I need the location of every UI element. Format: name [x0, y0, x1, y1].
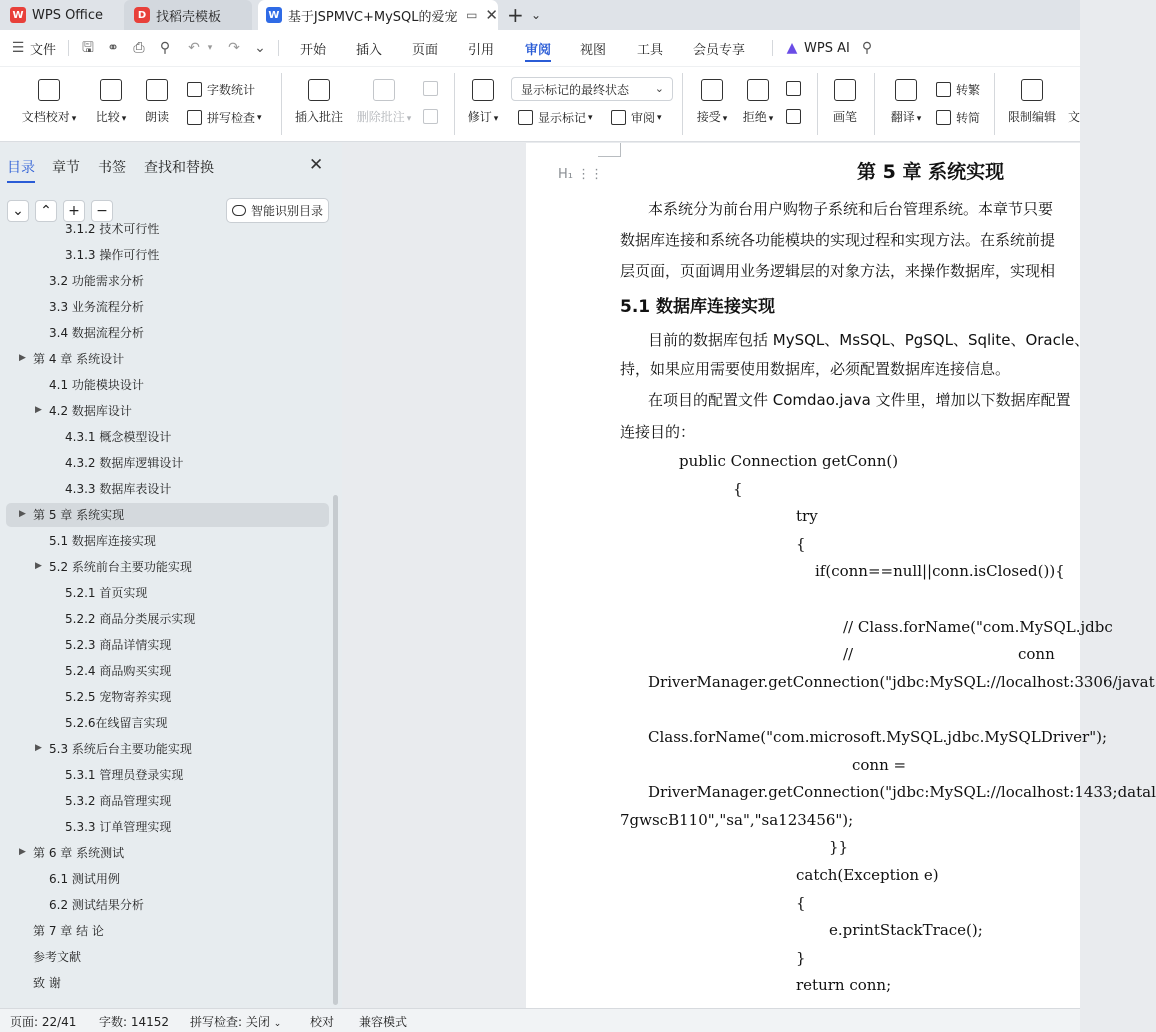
redo-icon[interactable]: ↷	[228, 40, 240, 56]
code-line: conn	[1018, 645, 1055, 663]
compare-button[interactable]: 比较 ▾	[90, 67, 132, 125]
tab-bookmarks[interactable]: 书签	[98, 160, 126, 176]
chevron-down-icon: ⌄	[654, 82, 664, 95]
to-simplified-label: 转简	[956, 111, 981, 125]
crop-mark	[598, 156, 621, 157]
toc-item[interactable]: 5.3 系统后台主要功能实现	[49, 742, 192, 756]
show-markup-label: 显示标记	[538, 111, 587, 125]
ink-label: 画笔	[832, 110, 857, 124]
code-line: Class.forName("com.microsoft.MySQL.jdbc.MySQLDriver");	[648, 728, 1108, 746]
tab-document[interactable]	[258, 0, 498, 30]
more-ribbon-label: 文	[1067, 110, 1080, 124]
paragraph-line: 本系统分为前台用户购物子系统和后台管理系统。本章节只要	[648, 200, 1054, 218]
print-preview-icon[interactable]: ⚲	[159, 40, 171, 56]
toc-item[interactable]: 4.3.2 数据库逻辑设计	[65, 456, 184, 470]
collapse-all-icon[interactable]: ⌄	[7, 200, 29, 222]
new-tab-icon[interactable]: +	[507, 3, 524, 27]
tab-wps-office[interactable]	[10, 0, 118, 30]
save-icon[interactable]: 🖫	[82, 40, 94, 56]
code-line: }	[796, 949, 806, 967]
paragraph-line: 数据库连接和系统各功能模块的实现过程和实现方法。在系统前提	[620, 231, 1056, 249]
toc-item[interactable]: 5.3.1 管理员登录实现	[65, 768, 184, 782]
insert-comment-icon	[308, 79, 330, 101]
restrict-edit-button[interactable]	[1006, 67, 1058, 125]
separator	[682, 73, 683, 135]
toc-item[interactable]: 3.3 业务流程分析	[49, 300, 144, 314]
previous-change-icon[interactable]	[786, 81, 806, 96]
word-count-indicator[interactable]: 字数: 14152	[99, 1015, 170, 1029]
review-ribbon	[0, 66, 1080, 142]
insert-comment-button[interactable]	[293, 67, 345, 125]
menu-member[interactable]: 会员专享	[693, 42, 746, 58]
code-line: try	[796, 507, 818, 525]
code-line: {	[796, 535, 806, 553]
toc-item[interactable]: 5.3.3 订单管理实现	[65, 820, 172, 834]
toc-item[interactable]: 5.2.2 商品分类展示实现	[65, 612, 196, 626]
tab-template[interactable]	[124, 0, 252, 30]
page-indicator[interactable]: 页面: 22/41	[10, 1015, 77, 1029]
docer-logo-icon: D	[134, 7, 150, 23]
tab-document-label: 基于JSPMVC+MySQL的爱宠	[287, 9, 458, 25]
expand-up-icon[interactable]: ⌃	[35, 200, 57, 222]
paragraph-line: 持，如果应用需要使用数据库，必须配置数据库连接信息。	[620, 360, 1011, 378]
toc-item[interactable]: 3.1.3 操作可行性	[65, 248, 160, 262]
compare-label: 比较	[95, 110, 120, 124]
doc-proof-label: 文档校对	[21, 110, 70, 124]
spell-check-status[interactable]	[190, 1013, 281, 1030]
smart-toc-button[interactable]	[226, 198, 329, 223]
chapter-title: 第 5 章 系统实现	[857, 161, 1005, 183]
crop-mark	[620, 143, 621, 157]
translate-icon	[895, 79, 917, 101]
toc-item[interactable]: 4.2 数据库设计	[49, 404, 132, 418]
monitor-icon[interactable]: ▭	[466, 8, 478, 22]
navigation-pane	[0, 143, 342, 1008]
code-line: if(conn==null||conn.isClosed()){	[815, 562, 1065, 580]
code-line: 7gwscB110","sa","sa123456");	[620, 811, 854, 829]
insert-comment-label: 插入批注	[294, 110, 343, 124]
smart-toc-icon	[232, 205, 246, 216]
separator	[994, 73, 995, 135]
delete-comment-button[interactable]: 删除批注 ▾	[354, 67, 414, 125]
to-traditional-button[interactable]	[936, 81, 980, 98]
simplified-icon	[936, 110, 951, 125]
read-aloud-label: 朗读	[144, 110, 169, 124]
code-line: return conn;	[796, 976, 892, 994]
nav-tabs	[0, 143, 342, 191]
doc-proof-button[interactable]: 文档校对 ▾	[20, 67, 78, 125]
toc-item[interactable]: 3.4 数据流程分析	[49, 326, 144, 340]
hamburger-icon[interactable]: ☰	[11, 40, 25, 56]
compat-mode-status: 兼容模式	[359, 1015, 408, 1029]
document-page[interactable]	[526, 143, 1156, 1008]
separator	[278, 40, 279, 56]
toc-item[interactable]: 4.3.1 概念模型设计	[65, 430, 172, 444]
tab-toc[interactable]: 目录	[7, 157, 35, 177]
toc-item[interactable]: 3.2 功能需求分析	[49, 274, 144, 288]
search-icon[interactable]: ⚲	[861, 40, 873, 56]
expand-arrow-icon[interactable]: ▶	[35, 561, 42, 571]
separator	[281, 73, 282, 135]
menu-bar	[0, 30, 1080, 66]
expand-arrow-icon[interactable]: ▶	[35, 743, 42, 753]
chevron-down-icon: ⌄	[273, 1019, 282, 1029]
toc-item[interactable]: 5.2 系统前台主要功能实现	[49, 560, 192, 574]
undo-dropdown-icon[interactable]: ▾	[207, 43, 213, 53]
separator	[68, 40, 69, 56]
writer-doc-icon: W	[266, 7, 282, 23]
paragraph-line: 层页面，页面调用业务逻辑层的对象方法，来操作数据库，实现相	[620, 262, 1056, 280]
menu-insert[interactable]: 插入	[356, 42, 383, 58]
show-markup-button[interactable]: 显示标记 ▾	[518, 109, 593, 126]
title-tab-bar	[0, 0, 1080, 30]
markup-mode-value: 显示标记的最终状态	[521, 82, 630, 97]
toc-scrollbar[interactable]	[333, 495, 338, 1005]
expand-arrow-icon[interactable]: ▶	[19, 353, 26, 363]
code-line: DriverManager.getConnection("jdbc:MySQL://localhost:1433;datal	[648, 783, 1156, 801]
toc-item[interactable]: 4.3.3 数据库表设计	[65, 482, 172, 496]
word-count-label: 字数统计	[207, 83, 256, 97]
toc-item[interactable]: 6.2 测试结果分析	[49, 898, 144, 912]
next-comment-icon[interactable]	[423, 109, 443, 124]
previous-comment-icon[interactable]	[423, 81, 443, 96]
toc-item[interactable]: 5.2.6在线留言实现	[65, 716, 168, 730]
paragraph-line: 目前的数据库包括 MySQL、MsSQL、PgSQL、Sqlite、Oracle、	[648, 331, 1090, 349]
status-bar	[0, 1008, 1080, 1032]
track-changes-button[interactable]: 修订 ▾	[464, 67, 502, 125]
code-line: e.printStackTrace();	[829, 921, 983, 939]
spell-check-icon	[187, 110, 202, 125]
toc-item[interactable]: 6.1 测试用例	[49, 872, 120, 886]
print-icon[interactable]: ⎙	[133, 40, 145, 56]
separator	[454, 73, 455, 135]
undo-icon[interactable]: ↶	[188, 40, 200, 56]
toc-item[interactable]: 致 谢	[33, 976, 61, 990]
toc-item[interactable]: 5.1 数据库连接实现	[49, 534, 156, 548]
code-line: //	[843, 645, 854, 663]
drag-grip-icon[interactable]: ⋮⋮	[577, 167, 604, 182]
accept-button[interactable]: 接受 ▾	[693, 67, 731, 125]
next-change-icon[interactable]	[786, 109, 806, 124]
more-ribbon-button[interactable]	[1064, 67, 1084, 125]
word-count-icon	[187, 82, 202, 97]
delete-comment-label: 删除批注	[356, 110, 405, 124]
menu-start[interactable]: 开始	[300, 42, 327, 58]
spell-check-button[interactable]: 拼写检查 ▾	[187, 109, 262, 126]
tab-find-replace[interactable]: 查找和替换	[144, 160, 214, 176]
separator	[772, 40, 773, 56]
ink-button[interactable]	[830, 67, 860, 125]
markup-mode-select[interactable]	[511, 77, 673, 101]
tab-template-label: 找稻壳模板	[156, 9, 222, 25]
review-pane-label: 审阅	[631, 111, 656, 125]
spell-check-label: 拼写检查	[207, 111, 256, 125]
quick-access-more-icon[interactable]: ⌄	[254, 40, 266, 56]
menu-review[interactable]: 审阅	[525, 30, 551, 66]
section-title: 5.1 数据库连接实现	[620, 297, 776, 317]
expand-arrow-icon[interactable]: ▶	[35, 405, 42, 415]
toc-item[interactable]: 5.2.3 商品详情实现	[65, 638, 172, 652]
review-pane-button[interactable]: 审阅 ▾	[611, 109, 662, 126]
add-heading-icon[interactable]: +	[63, 200, 85, 222]
accept-label: 接受	[696, 110, 721, 124]
toc-item[interactable]: 5.2.5 宠物寄养实现	[65, 690, 172, 704]
heading-drag-handle[interactable]	[558, 167, 603, 182]
traditional-icon	[936, 82, 951, 97]
file-menu[interactable]: 文件	[30, 42, 57, 58]
close-pane-icon[interactable]: ✕	[309, 155, 324, 175]
tab-sections[interactable]: 章节	[52, 160, 80, 176]
toc-item-selected[interactable]: 第 5 章 系统实现	[6, 503, 329, 527]
show-markup-icon	[518, 110, 533, 125]
code-line: public Connection getConn()	[679, 452, 899, 470]
menu-view[interactable]: 视图	[580, 42, 607, 58]
paragraph-line: 连接目的：	[620, 423, 696, 441]
expand-arrow-icon[interactable]: ▶	[19, 847, 26, 857]
accept-icon	[701, 79, 723, 101]
code-line: }}	[829, 838, 849, 856]
translate-label: 翻译	[890, 110, 915, 124]
reject-label: 拒绝	[742, 110, 767, 124]
wps-ai-button[interactable]: WPS AI	[804, 40, 850, 56]
word-count-button[interactable]	[187, 81, 255, 98]
toc-item[interactable]: 参考文献	[33, 950, 82, 964]
read-aloud-icon	[146, 79, 168, 101]
read-aloud-button[interactable]	[140, 67, 174, 125]
heading-level-icon: H₁	[558, 167, 573, 182]
menu-page[interactable]: 页面	[412, 42, 439, 58]
toc-item[interactable]: 第 7 章 结 论	[33, 924, 104, 938]
wps-logo-icon: W	[10, 7, 26, 23]
expand-arrow-icon[interactable]: ▶	[19, 509, 26, 519]
translate-button[interactable]: 翻译 ▾	[886, 67, 926, 125]
toc-item[interactable]: 3.1.2 技术可行性	[65, 222, 160, 236]
review-pane-icon	[611, 110, 626, 125]
code-line: // Class.forName("com.MySQL.jdbc	[843, 618, 1113, 636]
toc-item[interactable]: 5.2.1 首页实现	[65, 586, 148, 600]
code-line: {	[796, 894, 806, 912]
pen-icon	[834, 79, 856, 101]
code-line: catch(Exception e)	[796, 866, 939, 884]
tab-wps-office-label: WPS Office	[32, 7, 104, 23]
smart-toc-label: 智能识别目录	[250, 204, 323, 218]
toc-item[interactable]: 4.1 功能模块设计	[49, 378, 144, 392]
paragraph-line: 在项目的配置文件 Comdao.java 文件里，增加以下数据库配置	[648, 391, 1071, 409]
spell-check-status-label: 拼写检查: 关闭	[190, 1015, 270, 1029]
restrict-edit-label: 限制编辑	[1007, 110, 1056, 124]
share-icon[interactable]: ⚭	[107, 40, 119, 56]
delete-comment-icon	[373, 79, 395, 101]
toc-list	[0, 222, 334, 1008]
tab-list-chevron-icon[interactable]: ⌄	[531, 8, 542, 22]
track-changes-label: 修订	[467, 110, 492, 124]
close-tab-icon[interactable]: ✕	[485, 6, 498, 24]
menu-references[interactable]: 引用	[468, 42, 495, 58]
code-line: {	[733, 480, 743, 498]
toc-item[interactable]: 第 6 章 系统测试	[33, 846, 125, 860]
separator	[817, 73, 818, 135]
track-changes-icon	[472, 79, 494, 101]
reject-icon	[747, 79, 769, 101]
toc-item[interactable]: 5.2.4 商品购买实现	[65, 664, 172, 678]
separator	[874, 73, 875, 135]
menu-tools[interactable]: 工具	[637, 42, 664, 58]
proofread-status[interactable]: 校对	[310, 1015, 335, 1029]
remove-heading-icon[interactable]: −	[91, 200, 113, 222]
reject-button[interactable]: 拒绝 ▾	[739, 67, 777, 125]
to-simplified-button[interactable]	[936, 109, 980, 126]
toc-item[interactable]: 5.3.2 商品管理实现	[65, 794, 172, 808]
code-line: DriverManager.getConnection("jdbc:MySQL://localhost:3306/javat	[648, 673, 1155, 691]
toc-item[interactable]: 第 4 章 系统设计	[33, 352, 125, 366]
lock-doc-icon	[1021, 79, 1043, 101]
wps-ai-icon[interactable]: ▲	[786, 40, 798, 56]
doc-proof-icon	[38, 79, 60, 101]
code-line: conn =	[852, 756, 907, 774]
compare-icon	[100, 79, 122, 101]
to-traditional-label: 转繁	[956, 83, 981, 97]
